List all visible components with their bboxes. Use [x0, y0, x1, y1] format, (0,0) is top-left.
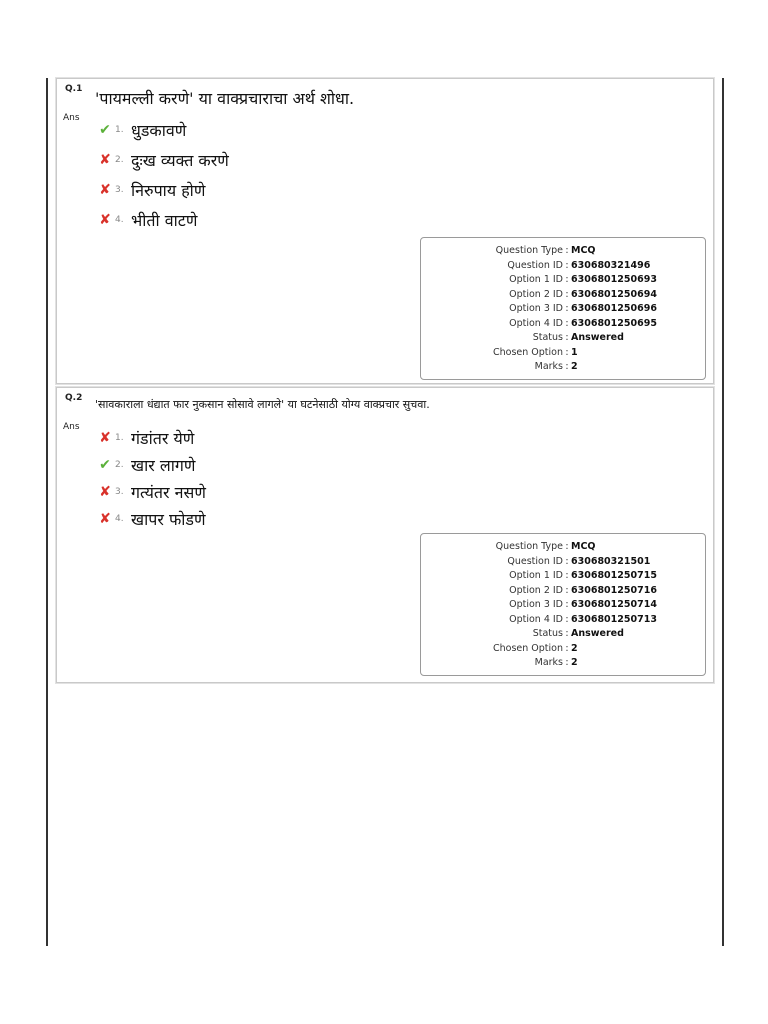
info-row-option1-id: Option 1 ID : 6306801250715	[509, 570, 657, 581]
info-row-chosen-option: Chosen Option : 1	[492, 346, 578, 358]
option-2	[97, 451, 206, 478]
info-row-marks: Marks : 2	[534, 361, 578, 372]
answer-label: Ans	[63, 422, 80, 432]
option-text: धुडकावणे	[131, 121, 187, 140]
option-text: दुःख व्यक्त करणे	[131, 151, 229, 170]
option-number: 4.	[115, 215, 124, 225]
info-row-option2-id: Option 2 ID : 6306801250716	[509, 584, 657, 596]
option-4	[97, 505, 206, 532]
info-row-option1-id: Option 1 ID : 6306801250693	[509, 274, 657, 285]
option-4	[97, 205, 229, 235]
option-number: 3.	[115, 486, 124, 497]
cross-icon: ✘	[99, 483, 111, 500]
option-text: खार लागणे	[131, 455, 196, 475]
info-row-option4-id: Option 4 ID : 6306801250695	[509, 317, 657, 329]
question-number: Q.2	[65, 393, 83, 403]
question-info-panel	[420, 533, 706, 676]
option-number: 2.	[115, 459, 124, 470]
info-row-question-type: Question Type : MCQ	[495, 245, 596, 256]
info-row-status: Status : Answered	[532, 628, 624, 639]
answer-label: Ans	[63, 113, 80, 123]
info-row-marks: Marks : 2	[534, 657, 578, 668]
check-icon: ✔	[99, 456, 111, 473]
options-list	[97, 115, 229, 235]
page-right-border	[722, 78, 724, 946]
cross-icon: ✘	[99, 429, 111, 446]
info-row-option3-id: Option 3 ID : 6306801250696	[509, 303, 657, 314]
cross-icon: ✘	[99, 510, 111, 527]
question-text: 'सावकाराला धंद्यात फार नुकसान सोसावे लागले' या घटनेसाठी योग्य वाक्प्रचार सुचवा.	[95, 398, 430, 411]
option-number: 2.	[115, 155, 124, 165]
question-block-1	[56, 78, 714, 384]
option-text: भीती वाटणे	[131, 211, 198, 230]
question-info-panel	[420, 237, 706, 380]
question-number: Q.1	[65, 84, 83, 94]
info-row-status: Status : Answered	[532, 332, 624, 343]
page-left-border	[46, 78, 48, 946]
option-3	[97, 175, 229, 205]
option-text: गत्यंतर नसणे	[131, 482, 206, 502]
info-row-question-id: Question ID : 630680321501	[507, 555, 651, 567]
info-row-option2-id: Option 2 ID : 6306801250694	[509, 288, 657, 300]
check-icon: ✔	[99, 122, 111, 138]
option-text: निरुपाय होणे	[131, 181, 206, 200]
info-row-option4-id: Option 4 ID : 6306801250713	[509, 613, 657, 625]
option-3	[97, 478, 206, 505]
info-row-question-type: Question Type : MCQ	[495, 541, 596, 552]
info-row-question-id: Question ID : 630680321496	[507, 259, 651, 271]
option-text: गंडांतर येणे	[131, 428, 195, 448]
options-list	[97, 424, 206, 532]
question-text: 'पायमल्ली करणे' या वाक्प्रचाराचा अर्थ शोधा.	[95, 89, 355, 108]
info-row-chosen-option: Chosen Option : 2	[492, 642, 578, 654]
option-number: 3.	[115, 185, 124, 195]
option-2	[97, 145, 229, 175]
option-1	[97, 424, 206, 451]
info-row-option3-id: Option 3 ID : 6306801250714	[509, 599, 657, 610]
cross-icon: ✘	[99, 152, 111, 168]
option-number: 1.	[115, 432, 124, 443]
option-number: 1.	[115, 125, 124, 135]
question-block-2	[56, 387, 714, 683]
option-number: 4.	[115, 513, 124, 524]
cross-icon: ✘	[99, 212, 111, 228]
option-1	[97, 115, 229, 145]
cross-icon: ✘	[99, 182, 111, 198]
option-text: खापर फोडणे	[131, 509, 206, 529]
